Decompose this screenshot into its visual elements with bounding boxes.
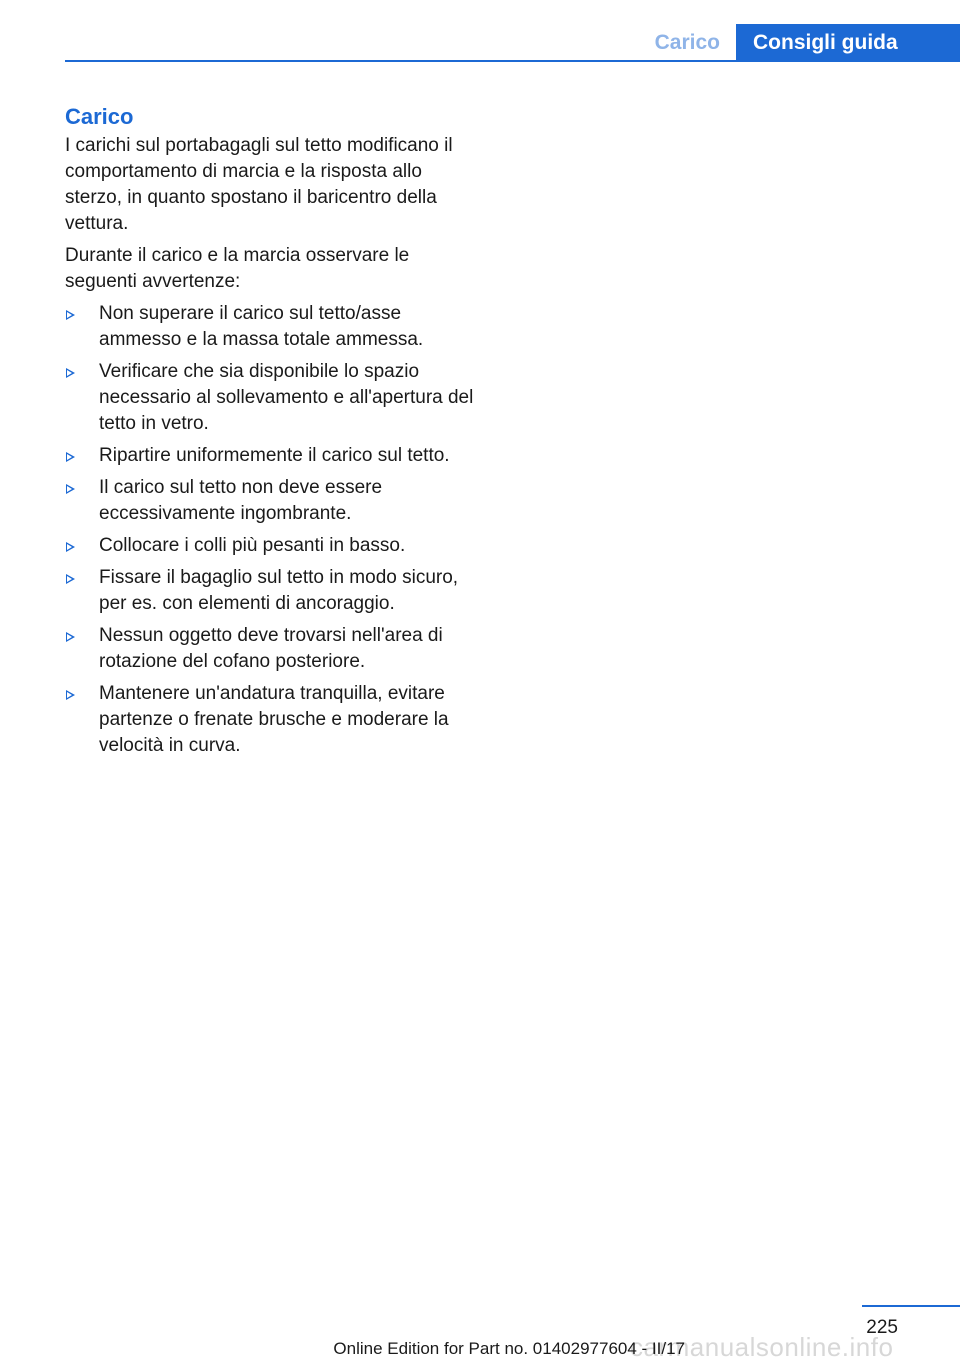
list-item-text: Fissare il bagaglio sul tetto in modo sicuro, per es. con elementi di ancoraggio. xyxy=(99,567,459,614)
list-item-text: Non superare il carico sul tetto/asse ammesso e la massa totale ammessa. xyxy=(99,303,424,350)
header-section-title: Carico xyxy=(654,31,720,54)
list-item xyxy=(65,533,480,559)
watermark: carmanualsonline.info xyxy=(630,1332,894,1362)
warnings-list xyxy=(65,301,480,759)
list-item xyxy=(65,301,480,353)
triangle-bullet-icon xyxy=(66,542,75,552)
page-number: 225 xyxy=(866,1317,898,1338)
list-item xyxy=(65,681,480,759)
list-item xyxy=(65,565,480,617)
section-title: Carico xyxy=(65,104,134,129)
triangle-bullet-icon xyxy=(66,690,75,700)
triangle-bullet-icon xyxy=(66,368,75,378)
list-item-text: Collocare i colli più pesanti in basso. xyxy=(99,535,406,556)
triangle-bullet-icon xyxy=(66,452,75,462)
triangle-bullet-icon xyxy=(66,632,75,642)
list-item-text: Il carico sul tetto non deve essere eccessivamente ingombrante. xyxy=(99,477,383,524)
list-item xyxy=(65,475,480,527)
triangle-bullet-icon xyxy=(66,310,75,320)
footer-edition: Online Edition for Part no. 01402977604 - II/17 xyxy=(333,1339,685,1358)
header-chapter-tab: Consigli guida xyxy=(736,24,960,62)
intro-paragraph: I carichi sul portabagagli sul tetto modificano il comportamento di marcia e la risposta allo sterzo, in quanto spostano il baricentro della vettura. xyxy=(65,135,453,234)
main-content xyxy=(65,103,480,765)
list-item-text: Ripartire uniformemente il carico sul tetto. xyxy=(99,445,450,466)
list-item-text: Verificare che sia disponibile lo spazio necessario al sollevamento e all'apertura del tetto in vetro. xyxy=(99,361,474,434)
list-item xyxy=(65,443,480,469)
list-item-text: Nessun oggetto deve trovarsi nell'area di rotazione del cofano posteriore. xyxy=(99,625,443,672)
footer-rule xyxy=(862,1305,960,1307)
instructions-paragraph: Durante il carico e la marcia osservare le seguenti avvertenze: xyxy=(65,245,410,292)
triangle-bullet-icon xyxy=(66,574,75,584)
triangle-bullet-icon xyxy=(66,484,75,494)
list-item xyxy=(65,623,480,675)
list-item xyxy=(65,359,480,437)
header-rule xyxy=(65,60,960,62)
list-item-text: Mantenere un'andatura tranquilla, evitare partenze o frenate brusche e moderare la velocità in curva. xyxy=(99,683,449,756)
